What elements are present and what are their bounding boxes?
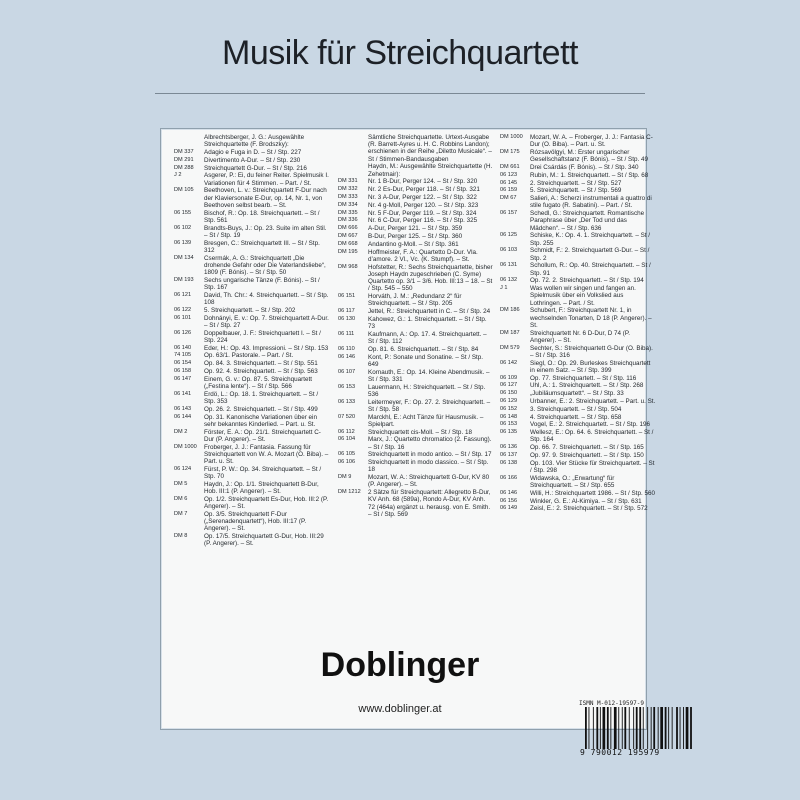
catalog-entry — [174, 315, 330, 329]
catalog-number: DM 193 — [174, 276, 194, 283]
catalog-description: Eder, H.: Op. 43. Impressioni. – St / Stp. 153 — [204, 344, 329, 352]
catalog-description: Op. 103. Vier Stücke für Streichquartett. – St / Stp. 298 — [530, 459, 655, 474]
catalog-number: 06 133 — [338, 398, 356, 405]
catalog-description: Streichquartett G-Dur. – St / Stp. 216 — [204, 164, 307, 172]
catalog-description: Urbanner, E.: 2. Streichquartett. – Part. u. St. — [530, 397, 656, 405]
catalog-column-2 — [338, 134, 494, 519]
catalog-description: Hofstetter, R.: Sechs Streichquartette, bisher Joseph Haydn zugeschrieben (C. Syme) Quartetto op. 3/1 – 3/6. Hob. III:13 – 18. – St / Stp. 545 – 550 — [368, 263, 493, 293]
catalog-number: 06 124 — [174, 465, 192, 472]
catalog-entry — [338, 225, 494, 232]
catalog-description: Was wollen wir singen und fangen an. Spielmusik über ein Volkslied aus Lothringen. – Part. / St. — [530, 285, 636, 307]
catalog-number: DM 335 — [338, 209, 358, 216]
catalog-description: Rubin, M.: 1. Streichquartett. – St / Stp. 68 — [530, 171, 649, 179]
catalog-number: DM 668 — [338, 240, 358, 247]
catalog-description: Op. 77. Streichquartett. – St / Stp. 116 — [530, 374, 637, 382]
catalog-description: Schedl, G.: Streichquartett. Romantische Paraphrase über „Der Tod und das Mädchen“. – St / Stp. 636 — [530, 210, 645, 232]
catalog-entry — [338, 186, 494, 193]
catalog-number: 06 107 — [338, 368, 356, 375]
catalog-description: Op. 72. 2. Streichquartett. – St / Stp. 194 — [530, 277, 644, 285]
catalog-entry — [500, 382, 656, 389]
catalog-description: Froberger, J. J.: Fantasia. Fassung für Streichquartett von W. A. Mozart (O. Biba). – Part. u. St. — [204, 443, 329, 465]
catalog-description: Op. 26. 2. Streichquartett. – St / Stp. 499 — [204, 405, 318, 413]
catalog-entry — [174, 376, 330, 390]
catalog-description: Op. 63/1. Pastorale. – Part. / St. — [204, 352, 294, 360]
page-title: Musik für Streichquartett — [222, 34, 578, 72]
catalog-entry — [338, 308, 494, 315]
catalog-description: Streichquartett cis-Moll. – St / Stp. 18 — [368, 428, 472, 436]
catalog-description: Op. 66. 7. Streichquartett. – St / Stp. 165 — [530, 444, 644, 452]
catalog-number: 06 137 — [500, 451, 518, 458]
catalog-entry — [174, 187, 330, 209]
catalog-number: 06 150 — [500, 390, 518, 397]
catalog-entry — [500, 460, 656, 474]
catalog-entry — [174, 414, 330, 428]
catalog-entry — [338, 194, 494, 201]
catalog-number: DM 7 — [174, 510, 188, 517]
catalog-entry — [174, 533, 330, 547]
catalog-number: 06 151 — [338, 292, 356, 299]
catalog-description: Haydn, J.: Op. 1/1. Streichquartett B-Dur, Hob. III:1 (P. Angerer). – St. — [204, 480, 319, 495]
catalog-entry — [500, 307, 656, 329]
catalog-entry — [500, 247, 656, 261]
catalog-number: 06 154 — [174, 360, 192, 367]
catalog-number: 06 123 — [500, 171, 518, 178]
catalog-entry — [174, 134, 330, 148]
catalog-number: 06 125 — [500, 232, 518, 239]
catalog-description: Op. 97. 9. Streichquartett. – St / Stp. 150 — [530, 451, 644, 459]
catalog-entry — [174, 360, 330, 367]
catalog-description: Schiske, K.: Op. 4. 1. Streichquartett. – St / Stp. 255 — [530, 232, 651, 247]
catalog-entry — [500, 262, 656, 276]
catalog-entry — [500, 187, 656, 194]
catalog-entry — [338, 429, 494, 436]
catalog-number: 06 156 — [500, 497, 518, 504]
catalog-description: Sämtliche Streichquartette. Urtext-Ausgabe (R. Barrett-Ayres u. H. C. Robbins Landon); erschienen in der Reihe „Diletto Musicale“. – St / Stimmen-Bandausgaben — [368, 134, 492, 163]
catalog-description: Asgerer, P.: Ei, du feiner Reiter. Spielmusik I. Variationen für 4 Stimmen. – Part. / St. — [204, 172, 329, 187]
catalog-number: 06 130 — [338, 315, 356, 322]
catalog-description: Kaufmann, A.: Op. 17. 4. Streichquartett. – St / Stp. 112 — [368, 330, 487, 345]
catalog-description: Willi, H.: Streichquartett 1986. – St / Stp. 560 — [530, 489, 655, 497]
catalog-entry — [500, 429, 656, 443]
catalog-description: Beethoven, L. v.: Streichquartett F-Dur nach der Klaviersonate E-Dur, op. 14, Nr. 1, von Beethoven selbst bearb. – St. — [204, 187, 327, 209]
catalog-description: Op. 31. Kanonische Variationen über ein sehr bekanntes Kinderlied. – Part. u. St. — [204, 413, 317, 428]
catalog-entry — [338, 354, 494, 368]
catalog-description: Salieri, A.: Scherzi instrumentali a quattro di stile fugato (R. Sabatini). – Part. / St. — [530, 195, 652, 210]
catalog-number: 06 148 — [500, 413, 518, 420]
catalog-number: DM 661 — [500, 164, 520, 170]
catalog-number: 06 111 — [338, 330, 355, 337]
catalog-number: DM 291 — [174, 156, 194, 163]
catalog-entry — [174, 277, 330, 291]
catalog-number: 06 106 — [338, 459, 356, 466]
catalog-number: DM 186 — [500, 307, 520, 314]
catalog-number: J 2 — [174, 172, 182, 179]
catalog-description: 3. Streichquartett. – St / Stp. 504 — [530, 405, 622, 413]
catalog-number: 06 132 — [500, 277, 518, 284]
catalog-description: Doppelbauer, J. F.: Streichquartett I. – St / Stp. 224 — [204, 329, 321, 344]
catalog-description: Bischof, R.: Op. 18. Streichquartett. – St / Stp. 561 — [204, 209, 320, 224]
catalog-number: 06 127 — [500, 382, 518, 389]
catalog-description: Brandts-Buys, J.: Op. 23. Suite im alten Stil. – St / Stp. 19 — [204, 224, 327, 239]
catalog-number: 06 140 — [174, 344, 192, 351]
catalog-description: Divertimento A-Dur. – St / Stp. 230 — [204, 156, 301, 164]
catalog-description: Zeisl, E.: 2. Streichquartett. – St / Stp. 572 — [530, 505, 648, 513]
catalog-entry — [174, 149, 330, 156]
catalog-entry — [500, 172, 656, 179]
catalog-entry — [500, 375, 656, 382]
catalog-entry — [500, 210, 656, 232]
catalog-description: Leitermeyer, F.: Op. 27. 2. Streichquartett. – St / Stp. 58 — [368, 398, 491, 413]
catalog-description: Wellesz, E.: Op. 64. 6. Streichquartett. – St / Stp. 164 — [530, 429, 654, 444]
catalog-entry — [338, 293, 494, 307]
catalog-description: Streichquartett in modo classico. – St / Stp. 18 — [368, 459, 489, 474]
catalog-number: DM 5 — [174, 480, 188, 487]
catalog-entry — [338, 249, 494, 263]
catalog-description: Op. 3/5. Streichquartett F-Dur („Serenadenquartett“), Hob. III:17 (P. Angerer). – St. — [204, 510, 307, 533]
catalog-entry — [174, 165, 330, 172]
catalog-number: DM 288 — [174, 164, 194, 171]
catalog-number: 06 141 — [174, 390, 192, 397]
catalog-number: DM 134 — [174, 254, 194, 261]
catalog-entry — [338, 331, 494, 345]
catalog-number: 06 157 — [500, 210, 518, 217]
catalog-number: 06 147 — [174, 375, 192, 382]
catalog-number: DM 2 — [174, 428, 188, 435]
catalog-number: 06 144 — [174, 413, 192, 420]
catalog-entry — [500, 345, 656, 359]
catalog-description: „Jubiläumsquartett“. – St / Stp. 33 — [530, 390, 624, 398]
catalog-description: Op. 92. 4. Streichquartett. – St / Stp. 563 — [204, 367, 318, 375]
catalog-number: 06 149 — [500, 505, 518, 512]
catalog-entry — [338, 233, 494, 240]
catalog-entry — [338, 241, 494, 248]
barcode-number: 9 790012 195979 — [580, 748, 660, 757]
catalog-description: Drei Csárdás (F. Bónis). – St / Stp. 340 — [530, 164, 639, 171]
catalog-number: 06 105 — [338, 451, 356, 458]
catalog-number: DM 6 — [174, 495, 188, 502]
catalog-entry — [174, 368, 330, 375]
catalog-number: 06 103 — [500, 247, 518, 254]
catalog-entry — [500, 490, 656, 497]
catalog-number: 06 109 — [500, 374, 518, 381]
catalog-description: Widawska, O.: „Erwartung“ für Streichquartett. – St / Stp. 655 — [530, 474, 615, 489]
catalog-description: Bresgen, C.: Streichquartett III. – St / Stp. 312 — [204, 239, 320, 254]
catalog-number: DM 1212 — [338, 489, 361, 496]
catalog-description: Albrechtsberger, J. G.: Ausgewählte Streichquartette (F. Brodszky): — [204, 134, 305, 149]
catalog-entry — [174, 157, 330, 164]
catalog-description: Jettel, R.: Streichquartett in C. – St / Stp. 24 — [368, 307, 491, 315]
catalog-description: Erdö, L.: Op. 18. 1. Streichquartett. – St / Stp. 353 — [204, 390, 319, 405]
catalog-number: DM 9 — [338, 474, 352, 481]
catalog-number: 74 105 — [174, 352, 192, 359]
catalog-entry — [500, 475, 656, 489]
catalog-number: 06 159 — [500, 187, 518, 194]
catalog-number: 06 158 — [174, 367, 192, 374]
catalog-number: 06 139 — [174, 239, 192, 246]
catalog-description: Nr. 4 g-Moll, Perger 120. – St / Stp. 323 — [368, 201, 479, 209]
catalog-entry — [174, 496, 330, 510]
catalog-description: Lauermann, H.: Streichquartett. – St / Stp. 536 — [368, 383, 486, 398]
catalog-entry — [338, 217, 494, 224]
catalog-description: 2 Sätze für Streichquartett: Allegretto B-Dur, KV Anh. 68 (589a), Rondo A-Dur, KV Anh. 72 (464a) ergänzt u. herausg. von E. Smith. – St / Stp. 569 — [368, 489, 491, 518]
catalog-description: 2. Streichquartett. – St / Stp. 527 — [530, 179, 622, 187]
catalog-number: 06 138 — [500, 459, 518, 466]
catalog-entry — [174, 292, 330, 306]
catalog-number: 06 153 — [338, 383, 356, 390]
catalog-description: Marx, J.: Quartetto chromatico (2. Fassung). – St / Stp. 16 — [368, 436, 492, 451]
catalog-description: Kahowez, G.: 1. Streichquartett. – St / Stp. 73 — [368, 315, 487, 330]
barcode-graphic — [583, 707, 693, 749]
catalog-entry — [500, 277, 656, 284]
catalog-description: Nr. 5 F-Dur, Perger 119. – St / Stp. 324 — [368, 209, 477, 217]
catalog-entry — [174, 172, 330, 186]
catalog-description: Winkler, G. E.: Al-Kimiya. – St / Stp. 631 — [530, 497, 642, 505]
catalog-entry — [174, 330, 330, 344]
ismn-label: ISMN M-012-19597-9 — [579, 700, 645, 707]
catalog-number: DM 8 — [174, 532, 188, 539]
catalog-description: Streichquartett in modo antico. – St / Stp. 17 — [368, 451, 492, 459]
catalog-number: 06 146 — [500, 489, 518, 496]
catalog-number: DM 332 — [338, 186, 358, 193]
catalog-number: 07 520 — [338, 413, 356, 420]
catalog-entry — [338, 436, 494, 450]
catalog-number: DM 195 — [338, 248, 358, 255]
catalog-entry — [500, 360, 656, 374]
catalog-entry — [174, 307, 330, 314]
catalog-entry — [174, 466, 330, 480]
catalog-description: Nr. 6 C-Dur, Perger 116. – St / Stp. 325 — [368, 217, 478, 225]
catalog-description: A-Dur, Perger 121. – St / Stp. 359 — [368, 225, 463, 233]
catalog-entry — [500, 398, 656, 405]
catalog-description: Op. 81. 6. Streichquartett. – St / Stp. 84 — [368, 345, 479, 353]
catalog-number: 06 166 — [500, 474, 518, 481]
catalog-description: Einem, G. v.: Op. 87. 5. Streichquartett („Festina lente“). – St / Stp. 566 — [204, 375, 313, 390]
catalog-entry — [174, 210, 330, 224]
catalog-number: 06 135 — [500, 429, 518, 436]
catalog-description: 5. Streichquartett. – St / Stp. 569 — [530, 187, 622, 195]
catalog-number: 06 136 — [500, 444, 518, 451]
catalog-number: DM 331 — [338, 178, 358, 185]
catalog-number: 06 131 — [500, 262, 518, 269]
catalog-entry — [500, 414, 656, 421]
catalog-number: DM 333 — [338, 194, 358, 200]
catalog-number: DM 666 — [338, 225, 358, 232]
catalog-description: Sechter, S.: Streichquartett G-Dur (O. Biba). – St / Stp. 316 — [530, 344, 653, 359]
catalog-description: David, Th. Chr.: 4. Streichquartett. – St / Stp. 108 — [204, 291, 329, 306]
catalog-description: Siegl, O.: Op. 29. Burleskes Streichquartett in einem Satz. – St / Stp. 399 — [530, 359, 651, 374]
catalog-column-1 — [174, 134, 330, 548]
catalog-entry — [500, 134, 656, 148]
catalog-entry — [338, 134, 494, 163]
catalog-description: Nr. 3 A-Dur, Perger 122. – St / Stp. 322 — [368, 194, 477, 201]
catalog-entry — [338, 369, 494, 383]
catalog-entry — [338, 178, 494, 185]
catalog-number: DM 1000 — [500, 134, 523, 140]
catalog-number: DM 579 — [500, 344, 520, 351]
catalog-number: 06 101 — [174, 314, 192, 321]
catalog-description: Op. 84. 3. Streichquartett. – St / Stp. 551 — [204, 360, 318, 368]
catalog-number: DM 67 — [500, 195, 517, 202]
catalog-description: Rózsavölgyi, M.: Erster ungarischer Gesellschaftstanz (F. Bónis). – St / Stp. 49 — [530, 149, 648, 164]
catalog-entry — [174, 406, 330, 413]
catalog-description: Marckhl, E.: Acht Tänze für Hausmusik. – Spielpart. — [368, 413, 484, 428]
catalog-description: Vogel, E.: 2. Streichquartett. – St / Stp. 196 — [530, 421, 651, 429]
catalog-description: Mozart, W. A.: Streichquartett G-Dur, KV 80 (P. Angerer). – St. — [368, 474, 490, 489]
catalog-number: DM 175 — [500, 149, 520, 155]
catalog-entry — [338, 399, 494, 413]
catalog-entry — [500, 498, 656, 505]
catalog-entry — [500, 232, 656, 246]
catalog-description: 4. Streichquartett. – St / Stp. 658 — [530, 413, 622, 421]
catalog-entry — [500, 406, 656, 413]
catalog-description: Dohnányi, E. v.: Op. 7. Streichquartett A-Dur. – St / Stp. 27 — [204, 314, 329, 329]
catalog-description: Schmidt, F.: 2. Streichquartett G-Dur. – St / Stp. 2 — [530, 247, 650, 262]
catalog-description: Andantino g-Moll. – St / Stp. 361 — [368, 240, 459, 248]
catalog-number: 06 126 — [174, 329, 192, 336]
catalog-number: DM 337 — [174, 149, 194, 155]
publisher-url: www.doblinger.at — [358, 703, 442, 715]
catalog-entry — [338, 474, 494, 488]
title-underline — [155, 93, 645, 94]
catalog-entry — [500, 164, 656, 171]
catalog-entry — [500, 285, 656, 307]
catalog-entry — [174, 240, 330, 254]
publisher-logo: Doblinger — [320, 646, 480, 684]
catalog-entry — [338, 202, 494, 209]
catalog-entry — [174, 391, 330, 405]
catalog-entry — [338, 316, 494, 330]
catalog-entry — [338, 384, 494, 398]
catalog-number: 06 153 — [500, 421, 518, 428]
catalog-number: DM 1000 — [174, 443, 197, 450]
catalog-description: Mozart, W. A. – Froberger, J. J.: Fantasia C-Dur (O. Biba). – Part. u. St. — [530, 134, 653, 149]
catalog-description: Op. 17/5. Streichquartett G-Dur, Hob. III:29 (P. Angerer). – St. — [204, 532, 324, 548]
catalog-entry — [500, 452, 656, 459]
catalog-number: DM 187 — [500, 329, 520, 336]
catalog-description: Schollum, R.: Op. 40. Streichquartett. – St / Stp. 91 — [530, 262, 651, 277]
catalog-entry — [174, 255, 330, 277]
catalog-number: 06 102 — [174, 224, 192, 231]
catalog-description: Op. 1/2. Streichquartett Es-Dur, Hob. III:2 (P. Angerer). – St. — [204, 495, 329, 510]
catalog-entry — [500, 330, 656, 344]
catalog-number: 06 146 — [338, 353, 356, 360]
catalog-number: 06 145 — [500, 179, 518, 186]
catalog-column-3 — [500, 134, 656, 513]
catalog-number: 06 104 — [338, 436, 356, 443]
catalog-number: DM 334 — [338, 201, 358, 208]
catalog-description: Kornauth, E.: Op. 14. Kleine Abendmusik. – St / Stp. 331 — [368, 368, 490, 383]
catalog-number: 06 110 — [338, 345, 355, 352]
catalog-entry — [500, 180, 656, 187]
catalog-description: 5. Streichquartett. – St / Stp. 202 — [204, 306, 296, 314]
catalog-entry — [338, 346, 494, 353]
catalog-number: DM 105 — [174, 187, 194, 194]
catalog-entry — [338, 459, 494, 473]
catalog-entry — [174, 345, 330, 352]
catalog-entry — [174, 352, 330, 359]
catalog-entry — [338, 264, 494, 293]
catalog-number: 06 117 — [338, 307, 355, 314]
catalog-description: Hoffmeister, F. A.: Quartetto D-Dur. Vla. d’amore. 2 Vl., Vc. (K. Stumpf). – St. — [368, 248, 478, 263]
catalog-description: Csermák, A. G.: Streichquartett „Die drohende Gefahr oder Die Vaterlandsliebe“, 1809 (F. Bónis). – St / Stp. 50 — [204, 254, 326, 276]
catalog-description: Uhl, A.: 1. Streichquartett. – St / Stp. 268 — [530, 382, 644, 390]
catalog-description: Schubert, F.: Streichquartett Nr. 1, in wechselnden Tonarten, D 18 (P. Angerer). – St. — [530, 307, 652, 329]
catalog-number: J 1 — [500, 285, 508, 292]
catalog-description: Haydn, M.: Ausgewählte Streichquartette (H. Zehetmair): — [368, 163, 493, 178]
catalog-number: DM 667 — [338, 232, 358, 239]
catalog-entry — [174, 511, 330, 533]
catalog-number: 06 112 — [338, 428, 355, 435]
catalog-description: B-Dur, Perger 125. – St / Stp. 360 — [368, 232, 463, 240]
catalog-description: Förster, E. A.: Op. 21/1. Streichquartett C-Dur (P. Angerer). – St. — [204, 428, 321, 443]
catalog-entry — [174, 429, 330, 443]
catalog-description: Kont, P.: Sonate und Sonatine. – St / Stp. 649 — [368, 353, 484, 368]
catalog-entry — [500, 390, 656, 397]
catalog-description: Horváth, J. M.: „Redundanz 2“ für Streichquartett. – St / Stp. 205 — [368, 292, 462, 308]
catalog-number: 06 129 — [500, 397, 518, 404]
catalog-number: 06 143 — [174, 405, 192, 412]
catalog-entry — [338, 414, 494, 428]
catalog-description: Nr. 2 Es-Dur, Perger 118. – St / Stp. 321 — [368, 186, 480, 194]
catalog-entry — [500, 195, 656, 209]
catalog-number: DM 968 — [338, 263, 358, 270]
catalog-entry — [338, 210, 494, 217]
catalog-description: Sechs ungarische Tänze (F. Bónis). – St / Stp. 167 — [204, 276, 320, 291]
catalog-entry — [500, 149, 656, 163]
catalog-number: 06 142 — [500, 359, 518, 366]
catalog-entry — [338, 451, 494, 458]
catalog-entry — [500, 421, 656, 428]
catalog-number: 06 122 — [174, 306, 192, 313]
catalog-entry — [500, 444, 656, 451]
catalog-entry — [174, 481, 330, 495]
catalog-number: DM 336 — [338, 217, 358, 224]
catalog-number: 06 155 — [174, 209, 192, 216]
catalog-description: Adagio e Fuga in D. – St / Stp. 227 — [204, 149, 302, 156]
catalog-entry — [174, 444, 330, 466]
catalog-entry — [338, 163, 494, 177]
catalog-entry — [500, 505, 656, 512]
catalog-entry — [338, 489, 494, 518]
catalog-number: 06 152 — [500, 405, 518, 412]
catalog-description: Fürst, P. W.: Op. 34. Streichquartett. – St / Stp. 70 — [204, 465, 322, 480]
catalog-description: Streichquartett Nr. 6 D-Dur, D 74 (P. Angerer). – St. — [530, 329, 630, 344]
catalog-entry — [174, 225, 330, 239]
catalog-number: 06 121 — [174, 291, 192, 298]
catalog-description: Nr. 1 B-Dur, Perger 124. – St / Stp. 320 — [368, 178, 478, 186]
